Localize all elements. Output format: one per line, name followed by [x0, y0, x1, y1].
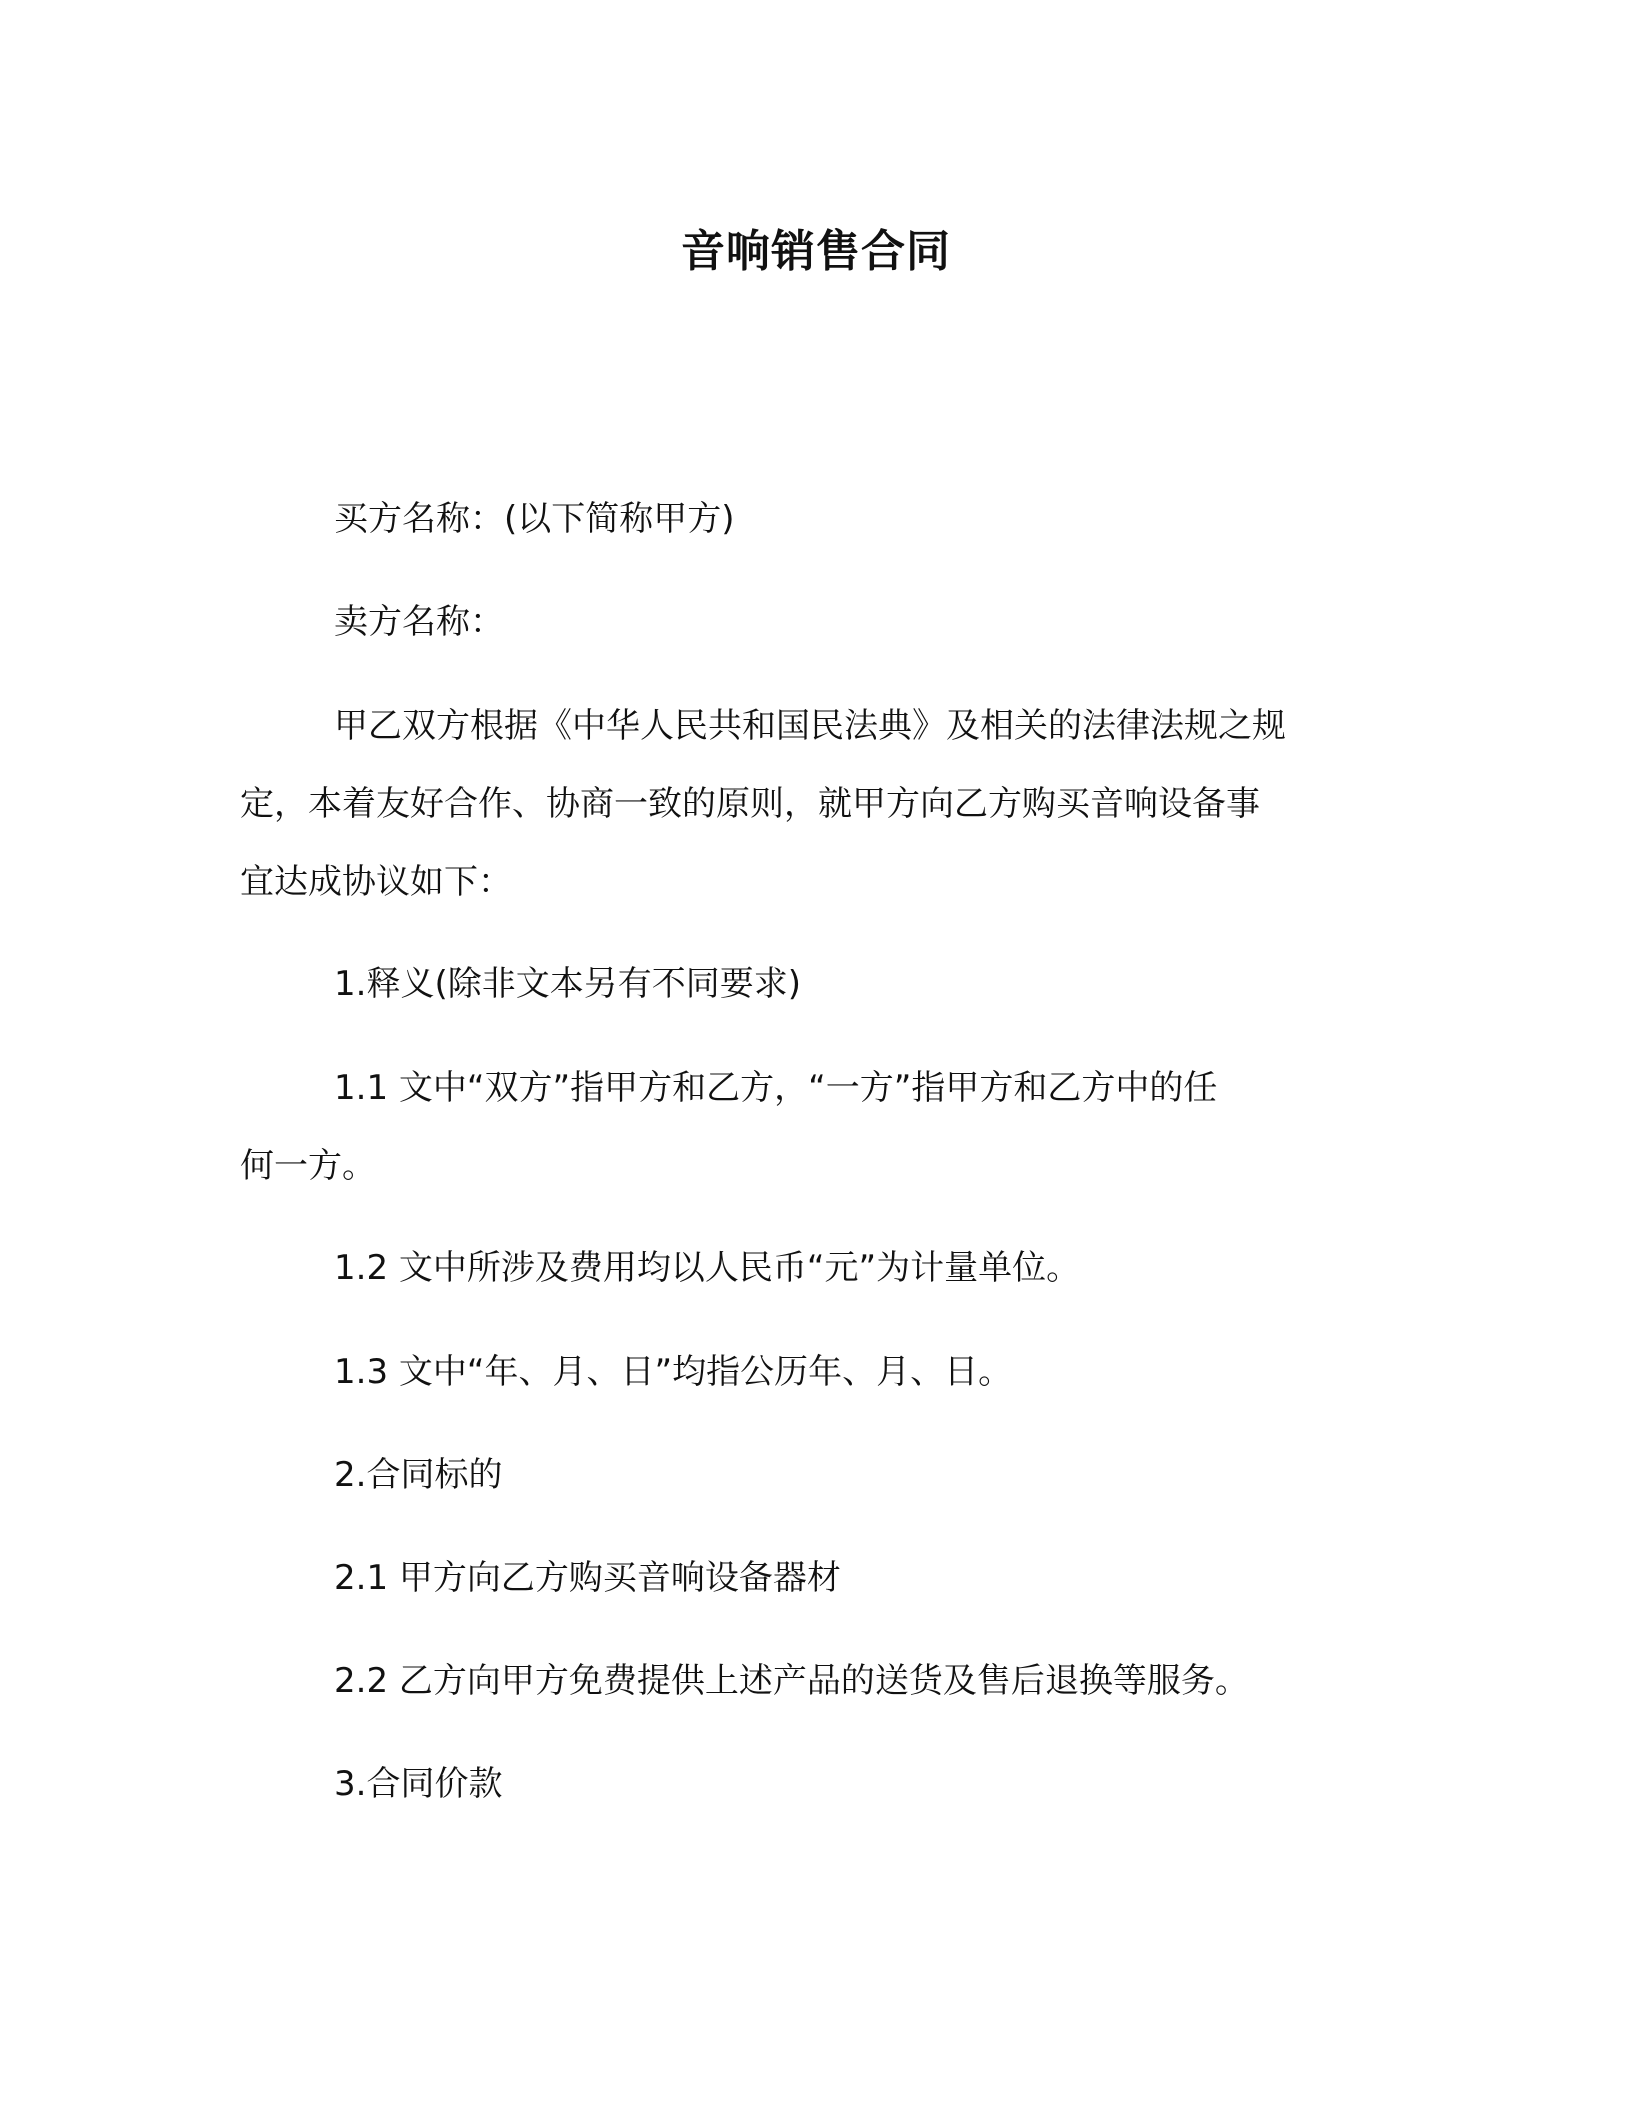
- preamble-line-1: 甲乙双方根据《中华人民共和国民法典》及相关的法律法规之规: [334, 706, 1286, 746]
- section-2-heading: 2.合同标的: [334, 1455, 503, 1495]
- clause-1-3: 1.3 文中“年、月、日”均指公历年、月、日。: [334, 1352, 1013, 1392]
- preamble-line-3: 宜达成协议如下：: [240, 862, 512, 902]
- section-1-heading: 1.释义(除非文本另有不同要求): [334, 964, 801, 1004]
- document-title: 音响销售合同: [681, 226, 951, 277]
- clause-1-1-line-1: 1.1 文中“双方”指甲方和乙方，“一方”指甲方和乙方中的任: [334, 1068, 1218, 1108]
- section-3-heading: 3.合同价款: [334, 1764, 503, 1804]
- buyer-name-line: 买方名称：(以下简称甲方): [334, 499, 735, 539]
- preamble-line-2: 定，本着友好合作、协商一致的原则，就甲方向乙方购买音响设备事: [240, 784, 1260, 824]
- clause-1-1-line-2: 何一方。: [240, 1146, 376, 1186]
- seller-name-line: 卖方名称：: [334, 602, 504, 642]
- clause-2-2: 2.2 乙方向甲方免费提供上述产品的送货及售后退换等服务。: [334, 1661, 1249, 1701]
- clause-2-1: 2.1 甲方向乙方购买音响设备器材: [334, 1558, 841, 1598]
- clause-1-2: 1.2 文中所涉及费用均以人民币“元”为计量单位。: [334, 1248, 1081, 1288]
